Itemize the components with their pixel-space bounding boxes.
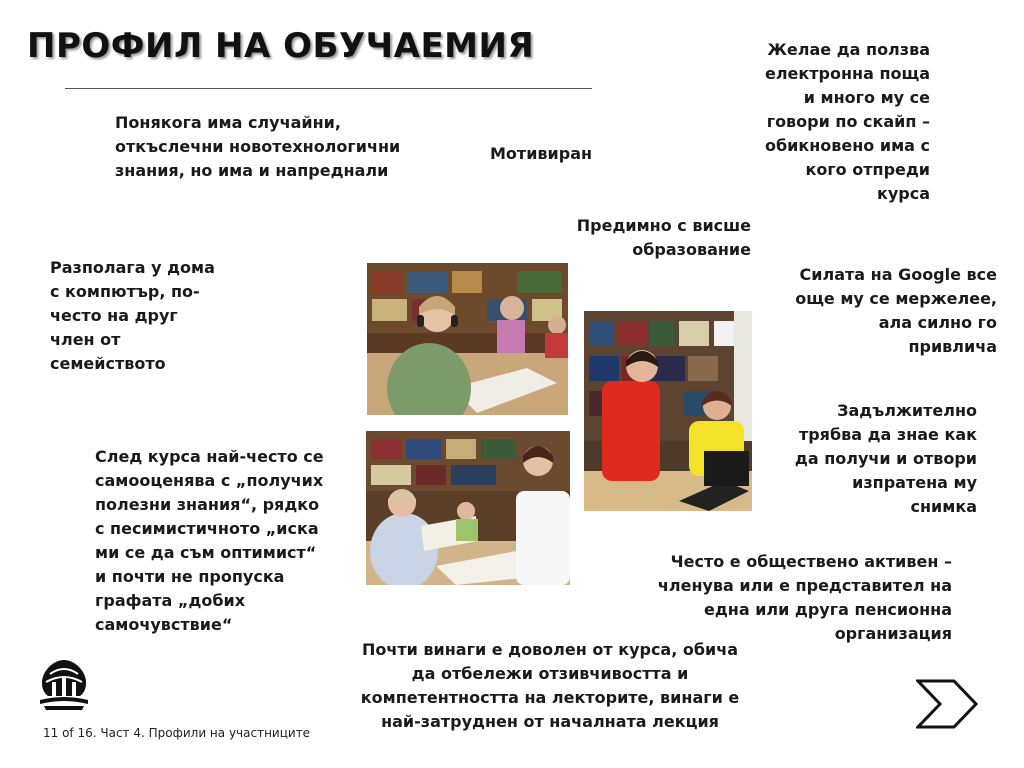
next-slide-button[interactable] — [916, 679, 978, 729]
text-line: Понякога има случайни, — [115, 113, 341, 132]
text-line: членува или е представител на — [657, 576, 952, 595]
text-line: Почти винаги е доволен от курса, обича — [361, 640, 739, 659]
photo-headphones-class — [367, 263, 568, 415]
text-line: курса — [876, 184, 930, 203]
note-motivated — [490, 142, 592, 166]
text-line: знания, но има и напреднали — [115, 161, 389, 180]
text-line: Силата на Google все — [799, 265, 997, 284]
note-photo-requirement — [770, 399, 977, 519]
text-line: образование — [632, 240, 751, 259]
text-line: електронна поща — [764, 64, 930, 83]
text-line: да отбележи отзивчивостта и — [411, 664, 689, 683]
note-satisfied — [345, 638, 755, 734]
note-random-knowledge — [115, 111, 400, 183]
note-email-skype — [740, 38, 930, 206]
text-line: Често е обществено активен – — [670, 552, 952, 571]
chevron-right-icon — [916, 679, 978, 729]
text-line: Предимно с висше — [576, 216, 751, 235]
text-line: Задължително — [837, 401, 977, 420]
title-divider — [65, 88, 592, 89]
text-line: самочувствие“ — [95, 615, 233, 634]
text-line: организация — [834, 624, 952, 643]
text-line: семейството — [50, 354, 166, 373]
text-line: ала силно го — [878, 313, 997, 332]
text-line: обикновено има с — [764, 136, 930, 155]
text-line: изпратена му — [852, 473, 977, 492]
page-title: ПРОФИЛ НА ОБУЧАЕМИЯ — [27, 26, 535, 66]
text-line: най-затруднен от началната лекция — [381, 712, 719, 731]
text-line: самооценява с „получих — [95, 471, 324, 490]
text-line: и много му се — [803, 88, 930, 107]
text-line: и почти не пропуска — [95, 567, 285, 586]
note-google-power — [770, 263, 997, 359]
text-line: снимка — [910, 497, 977, 516]
text-line: още му се мержелее, — [795, 289, 997, 308]
note-social-active — [630, 550, 952, 646]
text-line: с песимистичното „иска — [95, 519, 319, 538]
photo-certificate-handout — [366, 431, 570, 585]
text-line: графата „добих — [95, 591, 246, 610]
text-line: член от — [50, 330, 121, 349]
text-line: ми се да съм оптимист“ — [95, 543, 317, 562]
note-self-assessment — [95, 445, 324, 637]
text-line: откъслечни новотехнологични — [115, 137, 401, 156]
text-line: една или друга пенсионна — [704, 600, 952, 619]
text-line: След курса най-често се — [95, 447, 324, 466]
text-line: компетентността на лекторите, винаги е — [360, 688, 740, 707]
text-line: трябва да знае как — [798, 425, 977, 444]
text-line: кого отпреди — [805, 160, 930, 179]
text-line: полезни знания“, рядко — [95, 495, 320, 514]
slide-counter: 11 of 16. Част 4. Профили на участниците — [43, 726, 311, 740]
note-higher-education — [560, 214, 751, 262]
text-line: често на друг — [50, 306, 178, 325]
text-line: говори по скайп – — [766, 112, 930, 131]
university-crest-icon — [36, 656, 92, 710]
photo-laptop-instructor — [584, 311, 752, 511]
text-line: с компютър, по- — [50, 282, 200, 301]
text-line: Мотивиран — [490, 144, 593, 163]
note-home-computer — [50, 256, 215, 376]
text-line: да получи и отвори — [794, 449, 977, 468]
text-line: Желае да ползва — [767, 40, 930, 59]
text-line: привлича — [908, 337, 997, 356]
text-line: Разполага у дома — [50, 258, 215, 277]
